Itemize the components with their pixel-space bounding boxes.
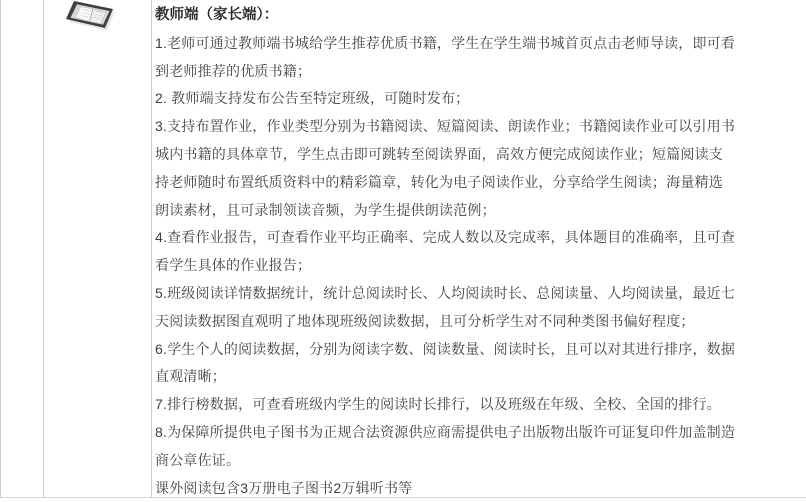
feature-text-cell: [155, 2, 805, 502]
text-line: 朗读素材，且可录制领读音频，为学生提供朗读范例；: [155, 201, 496, 218]
text-line: 天阅读数据图直观明了地体现班级阅读数据，且可分析学生对不同种类图书偏好程度；: [155, 312, 695, 329]
table-border-outer-left: [0, 0, 1, 497]
ereader-icon-svg: [60, 0, 126, 34]
text-line: 8.为保障所提供电子图书为正规合法资源供应商需提供电子出版物出版许可证复印件加盖制造: [155, 423, 736, 440]
text-line: 看学生具体的作业报告；: [155, 257, 312, 274]
text-line: 5.班级阅读详情数据统计，统计总阅读时长、人均阅读时长、总阅读量、人均阅读量，最近七: [155, 284, 736, 301]
text-line: 4.查看作业报告，可查看作业平均正确率、完成人数以及完成率，具体题目的准确率，且可查: [155, 229, 736, 246]
feature-lines: [155, 30, 805, 502]
text-line: 持老师随时布置纸质资料中的精彩篇章，转化为电子阅读作业，分享给学生阅读；海量精选: [155, 173, 723, 190]
text-line: 直观清晰；: [155, 368, 226, 385]
text-line: 7.排行榜数据，可查看班级内学生的阅读时长排行，以及班级在年级、全校、全国的排行。: [155, 396, 721, 413]
table-border-column-1: [43, 0, 44, 497]
text-line: 1.老师可通过教师端书城给学生推荐优质书籍，学生在学生端书城首页点击老师导读，即可看: [155, 34, 736, 51]
text-line: 3.支持布置作业，作业类型分别为书籍阅读、短篇阅读、朗读作业；书籍阅读作业可以引用书: [155, 118, 736, 135]
section-title: 教师端（家长端）：: [155, 7, 279, 23]
text-line: 到老师推荐的优质书籍；: [155, 62, 312, 79]
text-line: 城内书籍的具体章节，学生点击即可跳转至阅读界面，高效方便完成阅读作业；短篇阅读支: [155, 145, 723, 162]
ereader-open-book-icon: [60, 0, 126, 34]
text-line: 课外阅读包含3万册电子图书2万辑听书等: [155, 479, 413, 496]
table-border-column-2: [151, 0, 152, 497]
text-line: 商公章佐证。: [155, 451, 241, 468]
text-line: 2. 教师端支持发布公告至特定班级，可随时发布；: [155, 90, 470, 107]
text-line: 6.学生个人的阅读数据，分别为阅读字数、阅读数量、阅读时长，且可以对其进行排序，数据: [155, 340, 736, 357]
